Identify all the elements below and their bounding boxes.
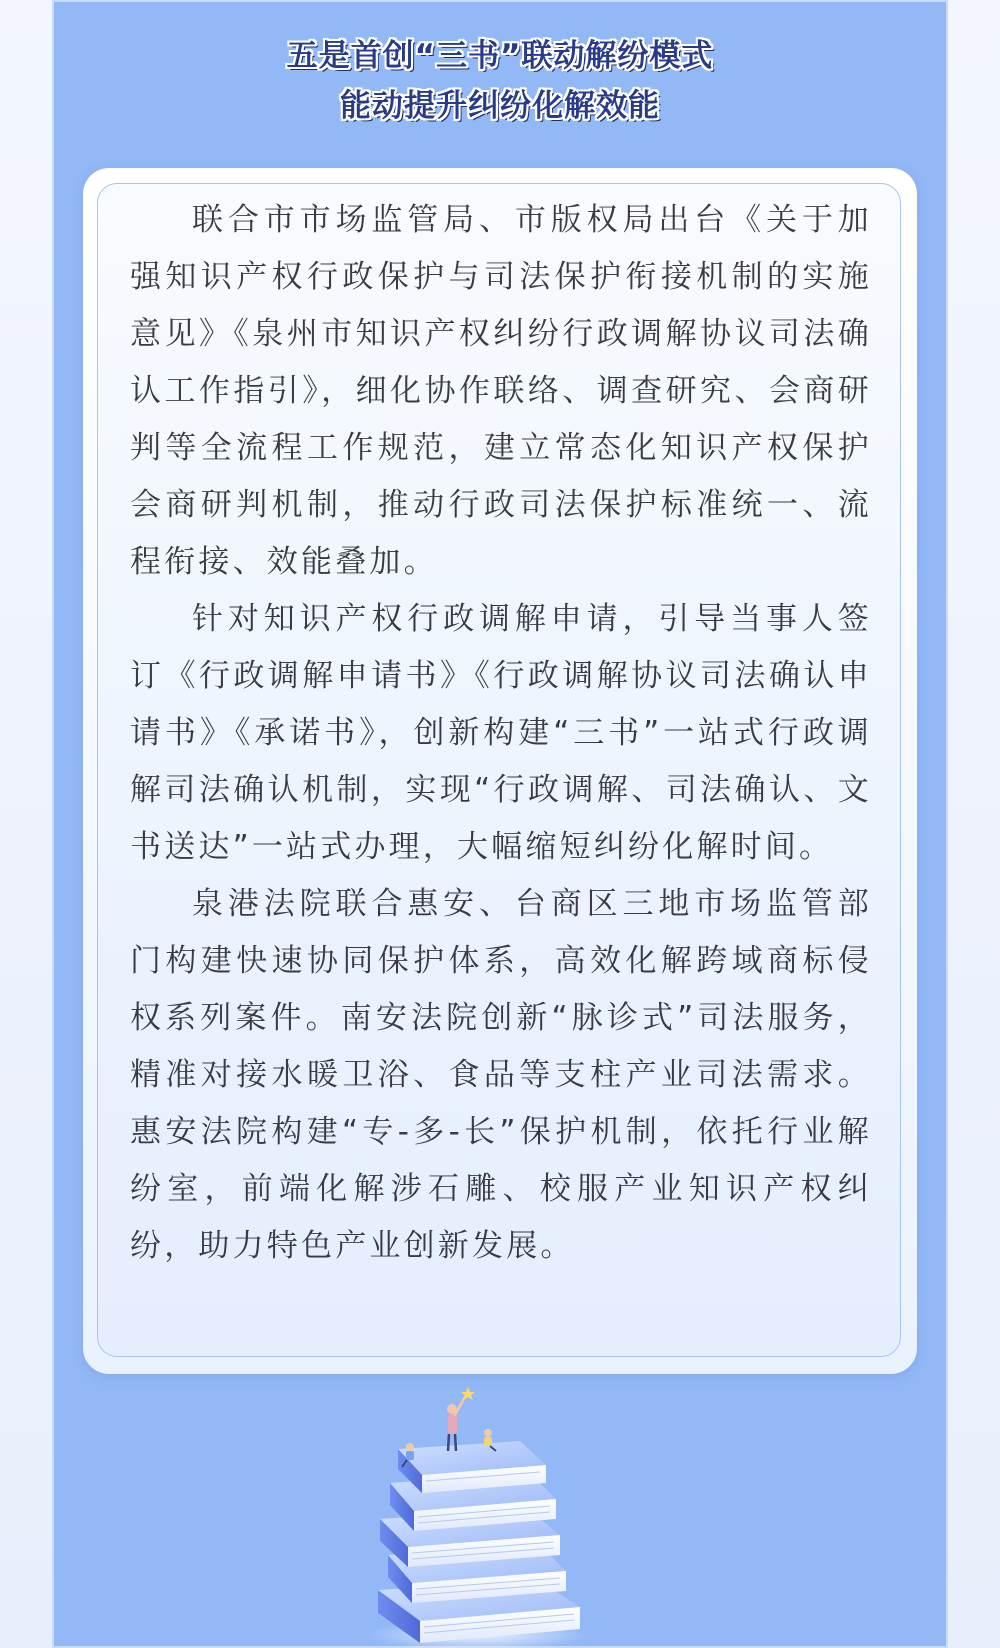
section-title-line-1: 五是首创“三书”联动解纷模式 <box>286 38 714 74</box>
content-card <box>83 168 917 1374</box>
article-body <box>130 192 872 1275</box>
content-card-inner-border <box>97 183 901 1357</box>
standing-figure-shape <box>447 1395 466 1451</box>
page-side-margin-left <box>0 0 52 1648</box>
stacked-books-with-figures-icon <box>360 1385 600 1648</box>
section-title-line-2: 能动提升纠纷化解效能 <box>340 88 660 124</box>
paragraph-2: 针对知识产权行政调解申请，引导当事人签订《行政调解申请书》《行政调解协议司法确认申请书》《承诺书》，创新构建“三书”一站式行政调解司法确认机制，实现“行政调解、司法确认、文书送达”一站式办理，大幅缩短纠纷化解时间。 <box>130 601 872 865</box>
page-side-margin-right <box>948 0 1000 1648</box>
paragraph-1: 联合市市场监管局、市版权局出台《关于加强知识产权行政保护与司法保护衔接机制的实施意见》《泉州市知识产权纠纷行政调解协议司法确认工作指引》，细化协作联络、调查研究、会商研判等全流程工作规范，建立常态化知识产权保护会商研判机制，推动行政司法保护标准统一、流程衔接、效能叠加。 <box>130 202 872 580</box>
paragraph-3: 泉港法院联合惠安、台商区三地市场监管部门构建快速协同保护体系，高效化解跨域商标侵权系列案件。南安法院创新“脉诊式”司法服务，精准对接水暖卫浴、食品等支柱产业司法需求。惠安法院构建“专-多-长”保护机制，依托行业解纷室，前端化解涉石雕、校服产业知识产权纠纷，助力特色产业创新发展。 <box>130 886 872 1264</box>
